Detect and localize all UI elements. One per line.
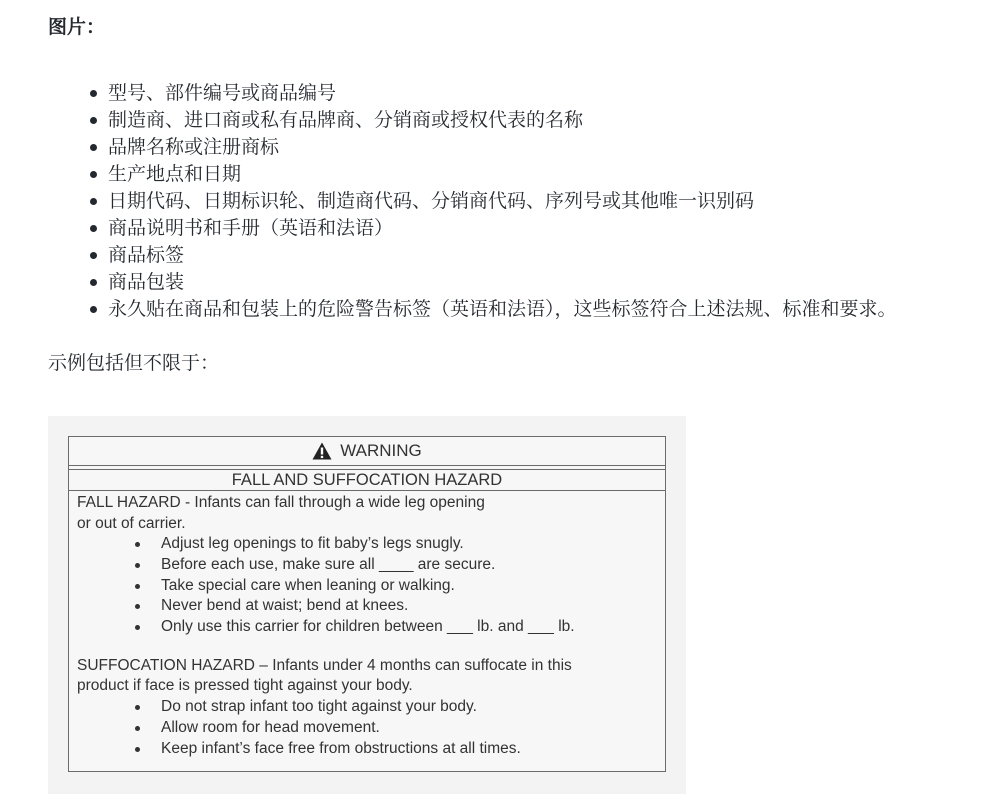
list-item: Keep infant’s face free from obstructions at all times.: [161, 739, 665, 760]
list-item: 制造商、进口商或私有品牌商、分销商或授权代表的名称: [108, 107, 897, 134]
suffocation-hazard-line-1: SUFFOCATION HAZARD – Infants under 4 months can suffocate in this: [77, 656, 572, 674]
examples-intro: 示例包括但不限于：: [48, 352, 220, 374]
requirements-list: [108, 80, 897, 323]
list-item: 生产地点和日期: [108, 161, 897, 188]
fall-hazard-list: [77, 534, 665, 638]
fall-hazard-line-1: FALL HAZARD - Infants can fall through a wide leg opening: [77, 494, 485, 511]
warning-triangle-icon: [312, 442, 332, 460]
list-item: 商品包装: [108, 269, 897, 296]
list-item: 永久贴在商品和包装上的危险警告标签（英语和法语），这些标签符合上述法规、标准和要求。: [108, 296, 897, 323]
fall-hazard-line-2: or out of carrier.: [77, 514, 186, 532]
warning-header: [69, 437, 665, 466]
label-body: [69, 491, 665, 759]
list-item: Do not strap infant too tight against your body.: [161, 697, 665, 718]
list-item: 商品说明书和手册（英语和法语）: [108, 215, 897, 242]
list-item: Never bend at waist; bend at knees.: [161, 596, 665, 617]
list-item: 品牌名称或注册商标: [108, 134, 897, 161]
list-item: Only use this carrier for children between ___ lb. and ___ lb.: [161, 617, 665, 638]
warning-title: WARNING: [340, 441, 422, 460]
warning-label: [68, 436, 666, 772]
list-item: Allow room for head movement.: [161, 718, 665, 739]
list-item: Adjust leg openings to fit baby’s legs snugly.: [161, 534, 665, 555]
spacer: [77, 638, 665, 656]
suffocation-hazard-list: [77, 697, 665, 759]
list-item: Take special care when leaning or walking.: [161, 576, 665, 597]
list-item: Before each use, make sure all ____ are secure.: [161, 555, 665, 576]
section-heading: 图片：: [48, 16, 106, 38]
list-item: 日期代码、日期标识轮、制造商代码、分销商代码、序列号或其他唯一识别码: [108, 188, 897, 215]
suffocation-hazard-line-2: product if face is pressed tight against your body.: [77, 677, 413, 695]
list-item: 型号、部件编号或商品编号: [108, 80, 897, 107]
list-item: 商品标签: [108, 242, 897, 269]
warning-label-image: [48, 416, 686, 794]
hazard-title: FALL AND SUFFOCATION HAZARD: [69, 469, 665, 491]
